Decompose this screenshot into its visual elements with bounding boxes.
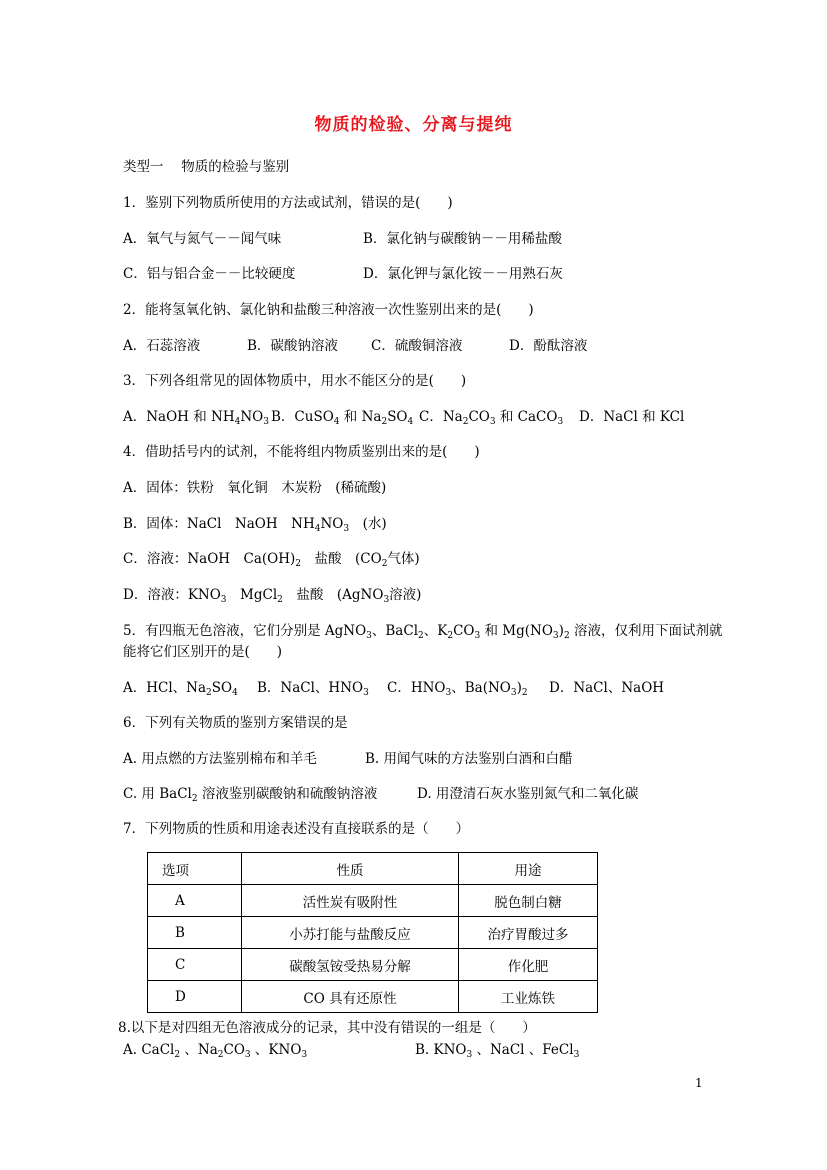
- table-header-row: [148, 853, 598, 885]
- table-cell: 活性炭有吸附性: [242, 885, 459, 917]
- table-row: [148, 981, 598, 1013]
- q2-option-d: D．酚酞溶液: [509, 338, 588, 354]
- q4-option-b: B．固体：NaCl NaOH $NH_4NO_3$ (水): [123, 516, 387, 534]
- q6-option-d: D. 用澄清石灰水鉴别氮气和二氧化碳: [417, 786, 639, 802]
- question-1-stem: 1．鉴别下列物质所使用的方法或试剂，错误的是( ): [123, 195, 453, 211]
- table-cell: B: [148, 917, 242, 949]
- q5-option-d: D．NaCl、NaOH: [549, 680, 665, 696]
- q8-option-a: A. CaCl$_2$ 、$Na_2CO_3$ 、$KNO_3$: [123, 1042, 308, 1060]
- q4-option-d: D．溶液：$KNO_3$ MgCl$_2$ 盐酸 (AgNO$_3$溶液): [123, 587, 422, 605]
- q3-option-d: D．NaCl 和 KCl: [579, 409, 685, 425]
- table-cell: CO 具有还原性: [242, 981, 459, 1013]
- table-cell: 脱色制白糖: [459, 885, 598, 917]
- q6-option-a: A. 用点燃的方法鉴别棉布和羊毛: [123, 751, 317, 767]
- table-cell: 作化肥: [459, 949, 598, 981]
- table-row: [148, 917, 598, 949]
- table-header-cell: 用途: [459, 853, 598, 885]
- q5-option-a: A．HCl、$Na_2SO_4$: [123, 680, 238, 698]
- q1-option-c: C．铝与铝合金－－比较硬度: [123, 266, 296, 282]
- q8-option-b: B. $KNO_3$ 、NaCl 、FeCl$_3$: [415, 1042, 580, 1060]
- question-4-stem: 4．借助括号内的试剂，不能将组内物质鉴别出来的是( ): [123, 444, 480, 460]
- q3-option-c: C．$Na_2CO_3$ 和 CaCO$_3$: [419, 409, 564, 427]
- q4-option-c: C．溶液：NaOH $Ca(OH)_2$ 盐酸 ($CO_2$气体): [123, 551, 420, 569]
- page-title: 物质的检验、分离与提纯: [314, 115, 513, 135]
- question-6-stem: 6．下列有关物质的鉴别方案错误的是: [123, 715, 348, 731]
- table-row: [148, 949, 598, 981]
- table-row: [148, 885, 598, 917]
- q3-option-a: A．NaOH 和 $NH_4NO_3$: [123, 409, 269, 427]
- q1-option-d: D．氯化钾与氯化铵－－用熟石灰: [363, 266, 563, 282]
- q2-option-c: C．硫酸铜溶液: [371, 338, 463, 354]
- question-3-stem: 3．下列各组常见的固体物质中，用水不能区分的是( ): [123, 373, 467, 389]
- q5-option-c: C．$HNO_3$、$Ba(NO_3)_2$: [387, 680, 528, 698]
- question-2-stem: 2．能将氢氧化钠、氯化钠和盐酸三种溶液一次性鉴别出来的是( ): [123, 302, 534, 318]
- q6-option-b: B. 用闻气味的方法鉴别白酒和白醋: [365, 751, 573, 767]
- table-header-cell: 选项: [148, 853, 242, 885]
- q1-option-a: A．氧气与氮气－－闻气味: [123, 231, 282, 247]
- q7-table: [147, 852, 598, 1013]
- section-heading: 类型一 物质的检验与鉴别: [123, 159, 290, 175]
- q6-option-c: C. 用 BaCl$_2$ 溶液鉴别碳酸钠和硫酸钠溶液: [123, 786, 378, 804]
- q1-option-b: B．氯化钠与碳酸钠－－用稀盐酸: [363, 231, 562, 247]
- page-number: 1: [695, 1076, 703, 1090]
- question-8-stem: 8.以下是对四组无色溶液成分的记录，其中没有错误的一组是（ ）: [118, 1020, 536, 1036]
- q4-option-a: A．固体：铁粉 氧化铜 木炭粉 (稀硫酸): [123, 480, 387, 496]
- question-5-stem: 5．有四瓶无色溶液，它们分别是 AgNO$_3$、BaCl$_2$、$K_2CO_3$ 和 $Mg(NO_3)_2$ 溶液，仅利用下面试剂就: [123, 623, 723, 641]
- table-cell: 小苏打能与盐酸反应: [242, 917, 459, 949]
- question-7-stem: 7．下列物质的性质和用途表述没有直接联系的是（ ）: [123, 821, 470, 837]
- table-cell: 碳酸氢铵受热易分解: [242, 949, 459, 981]
- table-cell: 工业炼铁: [459, 981, 598, 1013]
- q3-option-b: B．CuSO$_4$ 和 $Na_2SO_4$: [271, 409, 414, 427]
- table-cell: A: [148, 885, 242, 917]
- q2-option-a: A．石蕊溶液: [123, 338, 201, 354]
- table-cell: 治疗胃酸过多: [459, 917, 598, 949]
- table-cell: D: [148, 981, 242, 1013]
- q5-option-b: B．NaCl、$HNO_3$: [257, 680, 369, 698]
- question-5-stem-continued: 能将它们区别开的是( ): [123, 644, 283, 660]
- q2-option-b: B．碳酸钠溶液: [247, 338, 338, 354]
- table-header-cell: 性质: [242, 853, 459, 885]
- table-cell: C: [148, 949, 242, 981]
